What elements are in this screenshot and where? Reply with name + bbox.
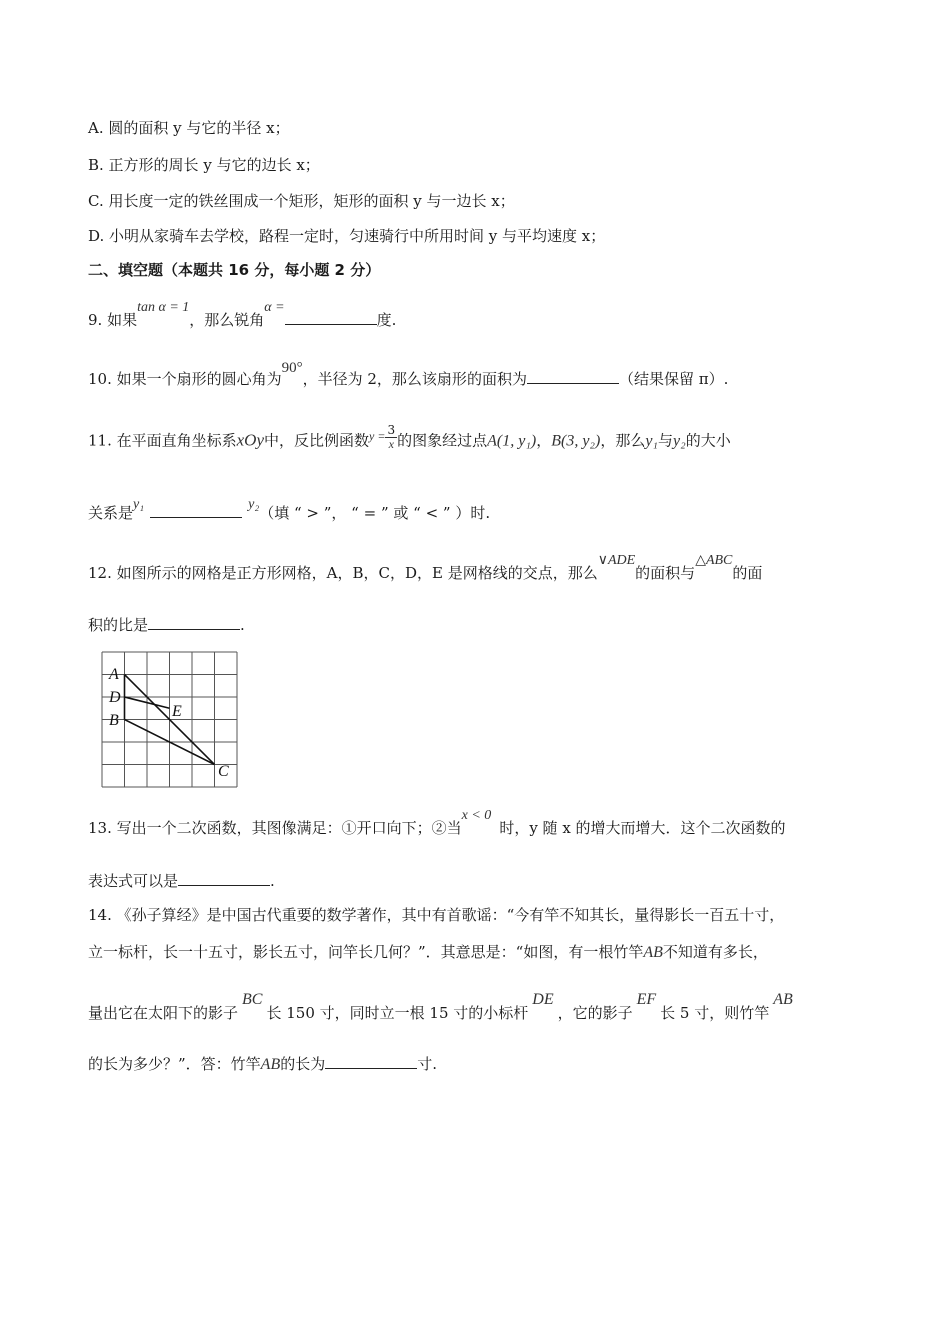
q11-answer-blank[interactable]: [150, 503, 242, 518]
q10-text-2: ，半径为 2，那么该扇形的面积为: [302, 370, 527, 388]
q10-answer-blank[interactable]: [527, 369, 619, 384]
q12-triangle-ade: ∨ADE: [597, 553, 636, 568]
q11-text-5: 与: [658, 431, 674, 450]
q11-line2-y1: y₁: [133, 497, 145, 512]
q14-ab-3: AB: [260, 1056, 281, 1073]
q14-line3-text-1: 量出它在太阳下的影子: [88, 1004, 239, 1022]
q14-line2-text-1: 立一标杆，长一十五寸，影长五寸，问竿长几何？”．其意思是：“如图，有一根竹竿: [88, 943, 644, 961]
q9-text-2: ，那么锐角: [189, 311, 265, 329]
q9-alpha-expression: α =: [264, 300, 285, 315]
q14-line4-text-2: 的长为: [280, 1055, 326, 1073]
q9-text-3: 度.: [376, 311, 397, 329]
q12-text-3: 的面: [732, 564, 763, 582]
q11-line2-text-2: （填 “ > ”， “ = ” 或 “ < ” ）时.: [259, 504, 491, 522]
q11-point-b: B(3, y₂): [551, 432, 601, 450]
q13-line2-text: 表达式可以是: [88, 872, 179, 890]
q9-text-1: 9. 如果: [88, 311, 138, 329]
q14-answer-blank[interactable]: [325, 1054, 417, 1069]
q11-text-1: 11. 在平面直角坐标系: [88, 431, 237, 450]
section-heading: 二、填空题（本题共 16 分，每小题 2 分）: [88, 261, 381, 279]
q11-y2: y₂: [673, 432, 686, 450]
q12-line2-end: .: [240, 616, 245, 634]
q13-condition: x < 0: [461, 808, 492, 823]
q11-y1: y₁: [645, 432, 658, 450]
question-9: [88, 300, 397, 332]
q11-line2-text-1: 关系是: [88, 504, 134, 522]
question-14-line-3: [88, 991, 793, 1024]
q12-line2-text: 积的比是: [88, 616, 149, 634]
q11-text-2: 中，反比例函数: [264, 431, 370, 450]
q11-line2-y2: y₂: [248, 497, 260, 512]
option-a: A. 圆的面积 y 与它的半径 x；: [88, 119, 290, 137]
q10-text-1: 10. 如果一个扇形的圆心角为: [88, 370, 282, 388]
q9-tan-expression: tan α = 1: [137, 300, 190, 315]
question-13: [88, 808, 786, 840]
q11-comma: ，: [536, 431, 552, 450]
q11-fraction: [385, 424, 397, 451]
question-14-line-1: 14. 《孙子算经》是中国古代重要的数学著作，其中有首歌谣：“今有竿不知其长，量得影长一百五十寸，: [88, 906, 785, 924]
label-e: E: [172, 703, 182, 720]
question-12: [88, 553, 763, 585]
q14-line4-text-3: 寸.: [417, 1055, 438, 1073]
q11-text-3: 的图象经过点: [397, 431, 488, 450]
q14-ef: EF: [636, 991, 657, 1008]
question-14-line-4: [88, 1054, 437, 1075]
grid-figure: [100, 650, 242, 792]
question-13-line-2: [88, 871, 275, 891]
q11-text-6: 的大小: [685, 431, 731, 450]
q10-angle: 90°: [281, 360, 303, 376]
q11-xoy: xOy: [236, 430, 264, 450]
label-c: C: [218, 763, 229, 780]
option-c: C. 用长度一定的铁丝围成一个矩形，矩形的面积 y 与一边长 x；: [88, 192, 515, 210]
q10-text-3: （结果保留 π）.: [618, 370, 729, 388]
question-12-line-2: [88, 615, 245, 635]
q11-point-a: A(1, y₁): [487, 432, 537, 450]
q13-text-1: 13. 写出一个二次函数，其图像满足：①开口向下；②当: [88, 819, 462, 837]
q13-text-2: 时，y 随 x 的增大而增大．这个二次函数的: [499, 819, 786, 837]
q11-fraction-numerator: 3: [387, 423, 396, 437]
q11-fraction-denominator: x: [388, 437, 394, 451]
q14-line4-text-1: 的长为多少？”．答：竹竿: [88, 1055, 261, 1073]
q11-y-equals: y =: [369, 428, 386, 443]
q12-text-1: 12. 如图所示的网格是正方形网格，A，B，C，D，E 是网格线的交点，那么: [88, 564, 598, 582]
q14-bc: BC: [242, 991, 263, 1008]
label-a: A: [109, 666, 119, 683]
q13-answer-blank[interactable]: [178, 871, 270, 886]
q14-ab-2: AB: [773, 991, 793, 1008]
question-11: [88, 423, 731, 455]
q11-text-4: ，那么: [600, 431, 646, 450]
question-14-line-2: [88, 942, 768, 963]
question-11-line-2: [88, 497, 491, 525]
label-d: D: [109, 689, 121, 706]
q14-line2-text-2: 不知道有多长，: [662, 943, 768, 961]
q14-line3-text-4: 长 5 寸，则竹竿: [660, 1004, 770, 1022]
q12-answer-blank[interactable]: [148, 615, 240, 630]
q14-de: DE: [532, 991, 554, 1008]
q14-ab: AB: [643, 944, 663, 961]
q13-line2-end: .: [270, 872, 275, 890]
option-d: D. 小明从家骑车去学校，路程一定时，匀速骑行中所用时间 y 与平均速度 x；: [88, 227, 606, 245]
question-10: [88, 360, 729, 390]
q14-line3-text-3: ，它的影子: [557, 1004, 633, 1022]
q9-answer-blank[interactable]: [285, 310, 377, 325]
q14-line3-text-2: 长 150 寸，同时立一根 15 寸的小标杆: [266, 1004, 529, 1022]
label-b: B: [109, 712, 119, 729]
q12-text-2: 的面积与: [635, 564, 696, 582]
option-b: B. 正方形的周长 y 与它的边长 x；: [88, 156, 320, 174]
q12-triangle-abc: △ABC: [695, 553, 733, 568]
